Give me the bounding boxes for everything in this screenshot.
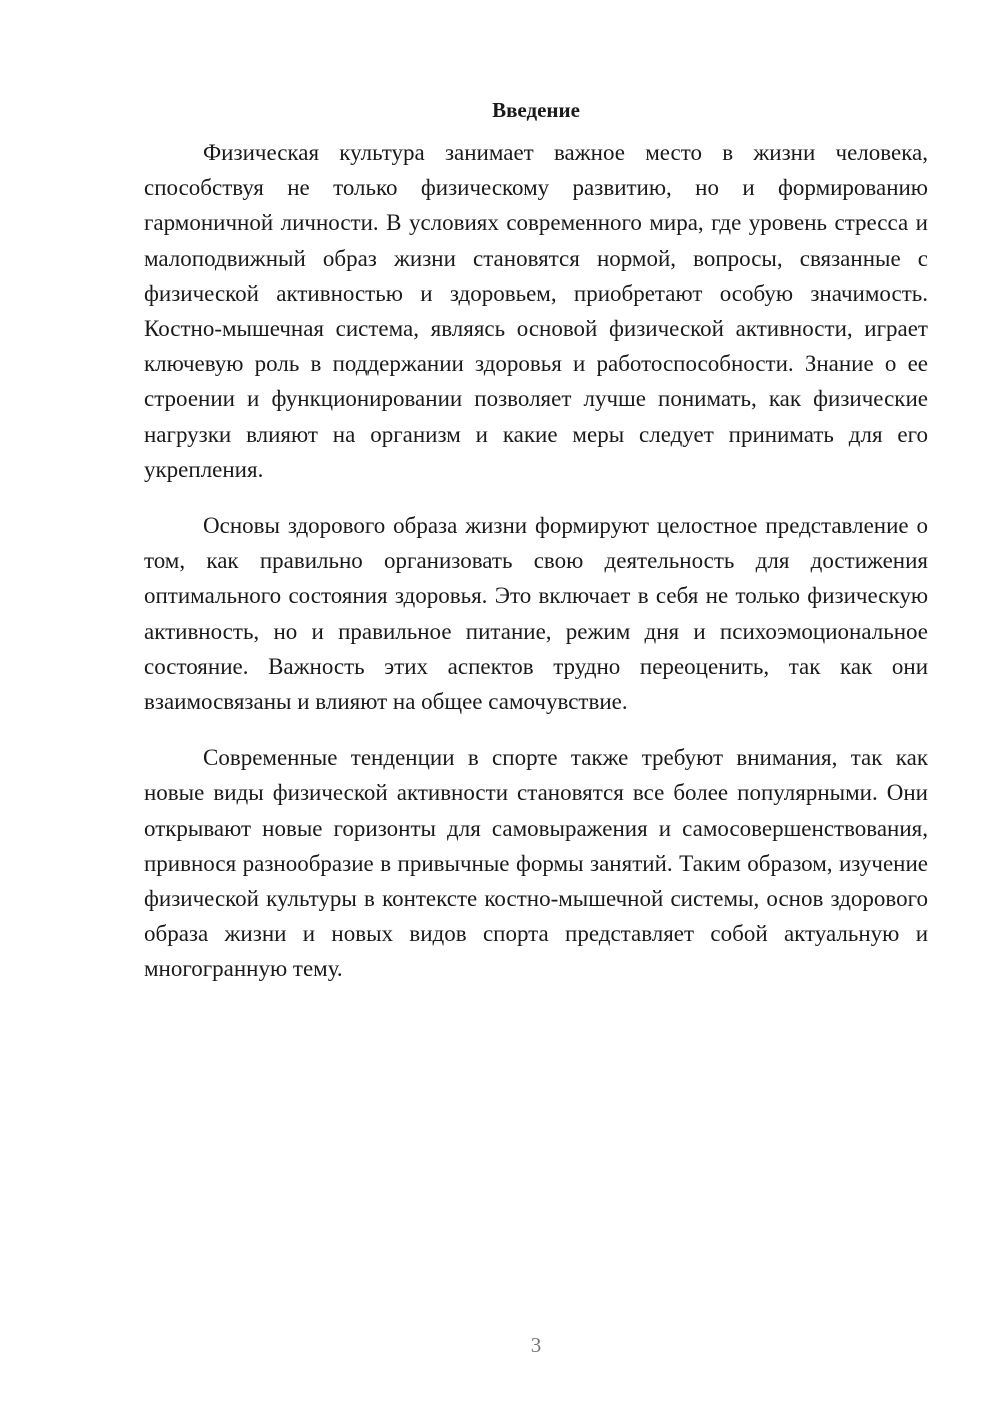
page-content	[144, 95, 928, 1008]
paragraph-1: Физическая культура занимает важное место в жизни человека, способствуя не только физическому развитию, но и формированию гармоничной личности. В условиях современного мира, где уровень стресса и малоподвижный образ жизни становятся нормой, вопросы, связанные с физической активностью и здоровьем, приобретают особую значимость. Костно-мышечная система, являясь основой физической активности, играет ключевую роль в поддержании здоровья и работоспособности. Знание о ее строении и функционировании позволяет лучше понимать, как физические нагрузки влияют на организм и какие меры следует принимать для его укрепления.	[144, 140, 928, 482]
paragraph-2: Основы здорового образа жизни формируют целостное представление о том, как правильно организовать свою деятельность для достижения оптимального состояния здоровья. Это включает в себя не только физическую активность, но и правильное питание, режим дня и психоэмоциональное состояние. Важность этих аспектов трудно переоценить, так как они взаимосвязаны и влияют на общее самочувствие.	[144, 513, 928, 715]
page-number: 3	[530, 1333, 542, 1357]
section-title: Введение	[492, 98, 580, 122]
paragraph-3: Современные тенденции в спорте также требуют внимания, так как новые виды физической активности становятся все более популярными. Они открывают новые горизонты для самовыражения и самосовершенствования, привнося разнообразие в привычные формы занятий. Таким образом, изучение физической культуры в контексте костно-мышечной системы, основ здорового образа жизни и новых видов спорта представляет собой актуальную и многогранную тему.	[144, 745, 928, 982]
